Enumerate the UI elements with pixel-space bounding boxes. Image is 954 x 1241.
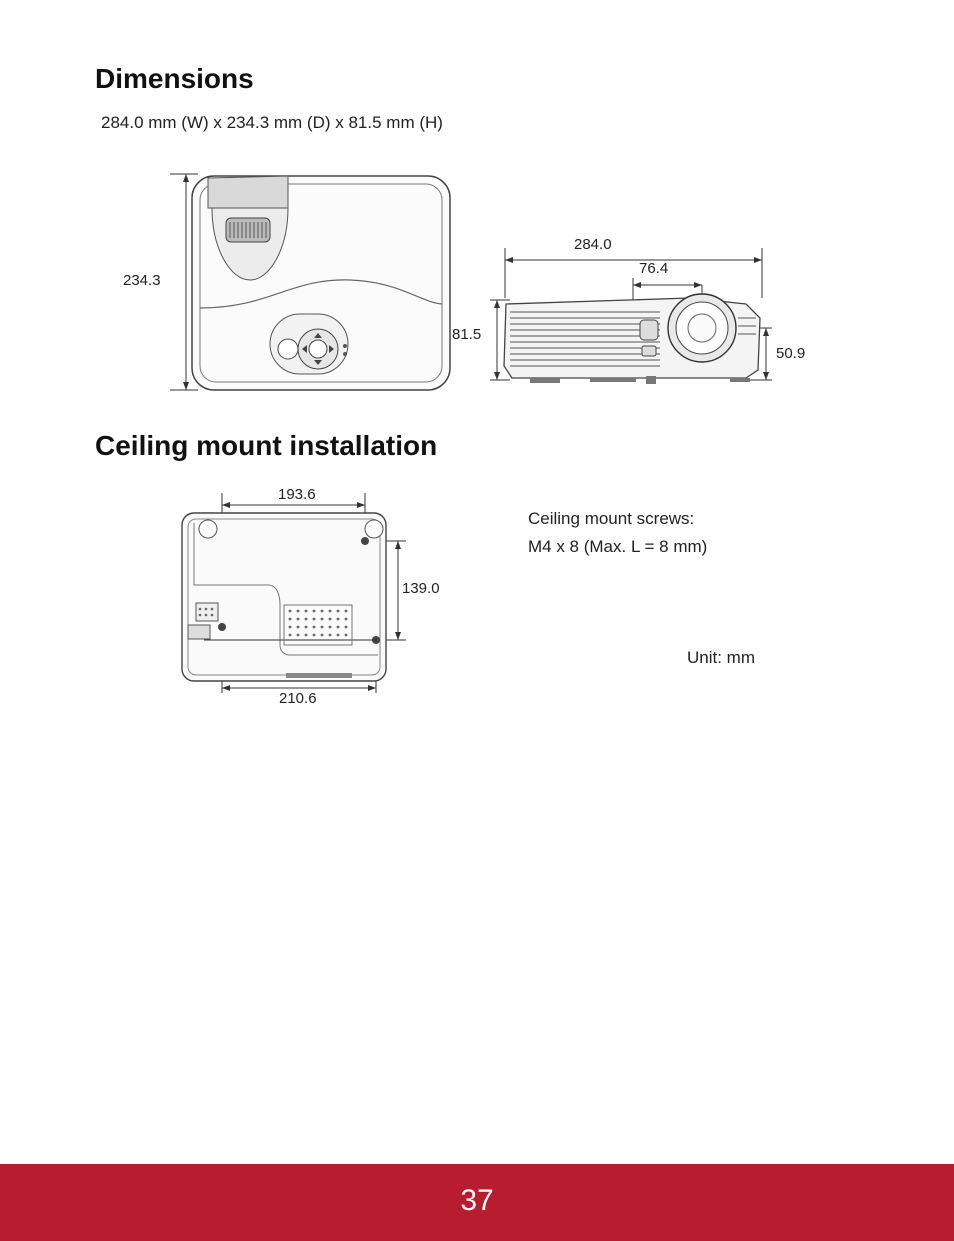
dimensions-spec: 284.0 mm (W) x 234.3 mm (D) x 81.5 mm (H) <box>101 113 443 132</box>
unit-label: Unit: mm <box>687 648 755 667</box>
top-view-depth-label: 234.3 <box>123 272 161 289</box>
front-view-figure <box>490 238 780 388</box>
top-spacing-label: 193.6 <box>278 486 316 503</box>
top-view-drawing <box>120 168 460 398</box>
page-number: 37 <box>460 1184 494 1217</box>
side-spacing-label: 139.0 <box>402 580 440 597</box>
front-view-lens-height-label: 50.9 <box>776 345 806 362</box>
front-view-width-label: 284.0 <box>574 236 612 253</box>
screws-spec: M4 x 8 (Max. L = 8 mm) <box>528 537 708 556</box>
ceiling-mount-title: Ceiling mount installation <box>95 430 438 461</box>
bottom-view-drawing <box>178 485 428 710</box>
top-view-figure <box>120 168 460 398</box>
front-view-lens-offset-label: 76.4 <box>639 260 669 277</box>
dimensions-title: Dimensions <box>95 63 254 94</box>
bottom-spacing-label: 210.6 <box>279 690 317 707</box>
bottom-view-figure <box>178 485 428 710</box>
front-view-drawing <box>490 238 780 388</box>
front-view-height-label: 81.5 <box>452 326 482 343</box>
screws-heading: Ceiling mount screws: <box>528 509 695 528</box>
